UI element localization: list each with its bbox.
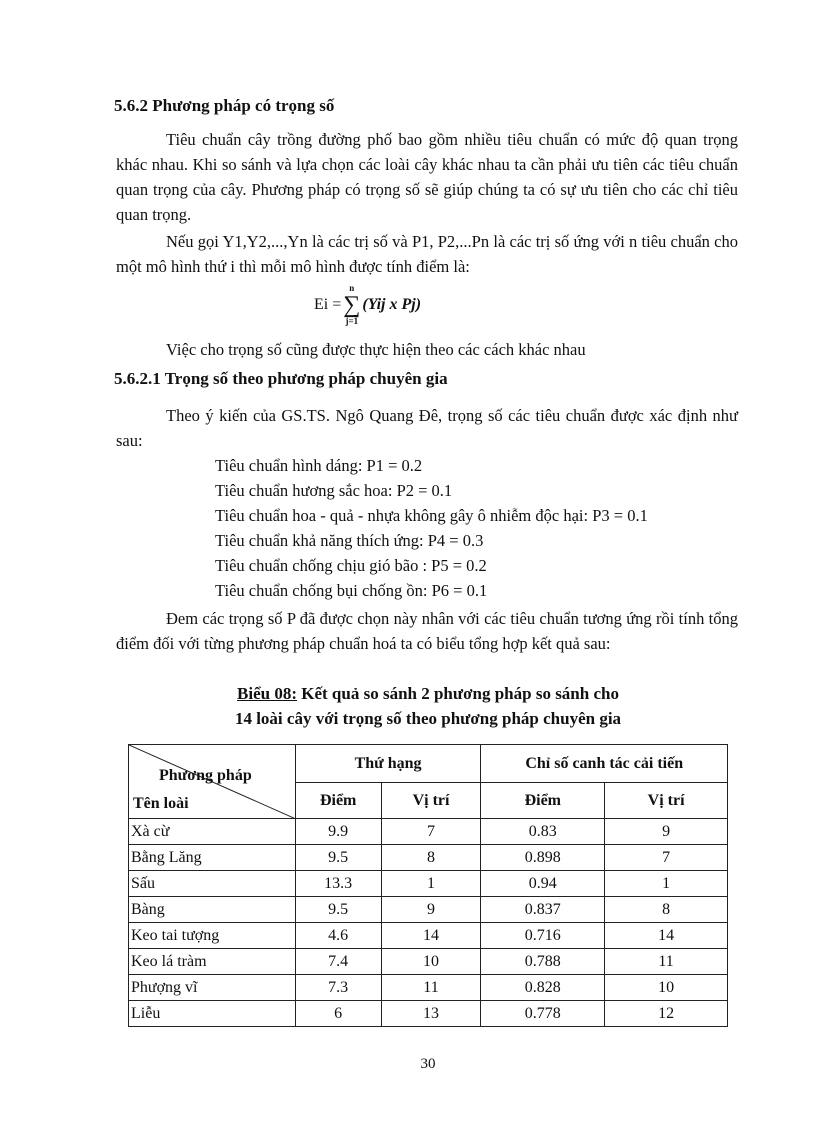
sigma-symbol: n ∑ j=1 (343, 283, 361, 326)
index-position: 14 (605, 923, 728, 949)
rank-score: 6 (295, 1001, 381, 1027)
table-caption-line-1: Biểu 08: Kết quả so sánh 2 phương pháp so sánh cho (237, 684, 619, 703)
table-caption-label: Biểu 08: (237, 684, 297, 703)
index-position: 12 (605, 1001, 728, 1027)
table-row (129, 1001, 728, 1027)
rank-position: 13 (381, 1001, 481, 1027)
corner-method-label: Phương pháp (159, 767, 252, 784)
column-group-rank: Thứ hạng (295, 745, 481, 783)
index-score: 0.837 (481, 897, 605, 923)
index-position: 10 (605, 975, 728, 1001)
sum-upper-limit: n (349, 283, 355, 293)
table-row (129, 819, 728, 845)
paragraph-expert-opinion: Theo ý kiến của GS.TS. Ngô Quang Đê, trọng số các tiêu chuẩn được xác định như sau: (116, 406, 738, 450)
rank-score: 9.9 (295, 819, 381, 845)
index-position: 8 (605, 897, 728, 923)
rank-score: 9.5 (295, 897, 381, 923)
column-header-score: Điểm (295, 783, 381, 819)
index-position: 11 (605, 949, 728, 975)
species-name: Xà cừ (129, 819, 296, 845)
table-caption-line-2: 14 loài cây với trọng số theo phương pháp chuyên gia (234, 709, 622, 728)
table-row (129, 897, 728, 923)
index-position: 1 (605, 871, 728, 897)
index-score: 0.716 (481, 923, 605, 949)
species-name: Bàng (129, 897, 296, 923)
column-header-position: Vị trí (381, 783, 481, 819)
criterion-item: Tiêu chuẩn chống bụi chống ồn: P6 = 0.1 (215, 581, 488, 600)
rank-position: 1 (381, 871, 481, 897)
rank-score: 4.6 (295, 923, 381, 949)
criterion-item: Tiêu chuẩn khả năng thích ứng: P4 = 0.3 (215, 531, 484, 550)
species-name: Keo tai tượng (129, 923, 296, 949)
index-position: 7 (605, 845, 728, 871)
page-number: 30 (420, 1056, 436, 1072)
index-score: 0.898 (481, 845, 605, 871)
paragraph-definition: Nếu gọi Y1,Y2,...,Yn là các trị số và P1, P2,...Pn là các trị số ứng với n tiêu chuẩn cho một mô hình thứ i thì mỗi mô hình được tính điểm là: (116, 232, 738, 276)
rank-position: 10 (381, 949, 481, 975)
formula-lhs: Ei = (314, 296, 342, 313)
criterion-item: Tiêu chuẩn hương sắc hoa: P2 = 0.1 (215, 481, 453, 500)
corner-species-label: Tên loài (133, 795, 189, 812)
column-group-improved-index: Chỉ số canh tác cải tiến (481, 745, 728, 783)
rank-position: 7 (381, 819, 481, 845)
formula-body: (Yij x Pj) (362, 296, 422, 313)
table-row (129, 949, 728, 975)
table-row (129, 871, 728, 897)
rank-position: 11 (381, 975, 481, 1001)
criterion-item: Tiêu chuẩn chống chịu gió bão : P5 = 0.2 (215, 556, 487, 575)
section-heading-5-6-2-1: 5.6.2.1 Trọng số theo phương pháp chuyên gia (114, 369, 448, 388)
rank-score: 7.3 (295, 975, 381, 1001)
species-name: Keo lá tràm (129, 949, 296, 975)
criterion-item: Tiêu chuẩn hình dáng: P1 = 0.2 (215, 456, 423, 475)
score-formula (314, 284, 421, 326)
index-score: 0.94 (481, 871, 605, 897)
index-score: 0.778 (481, 1001, 605, 1027)
paragraph-summary: Đem các trọng số P đã được chọn này nhân với các tiêu chuẩn tương ứng rồi tính tổng điểm đối với từng phương pháp chuẩn hoá ta có biểu tổng hợp kết quả sau: (116, 609, 738, 653)
sum-lower-limit: j=1 (345, 316, 359, 326)
index-score: 0.83 (481, 819, 605, 845)
species-name: Liễu (129, 1001, 296, 1027)
species-name: Bằng Lăng (129, 845, 296, 871)
comparison-table (128, 744, 728, 1027)
criterion-item: Tiêu chuẩn hoa - quả - nhựa không gây ô nhiễm độc hại: P3 = 0.1 (215, 506, 648, 525)
index-score: 0.828 (481, 975, 605, 1001)
rank-position: 8 (381, 845, 481, 871)
rank-score: 7.4 (295, 949, 381, 975)
table-row (129, 975, 728, 1001)
table-row (129, 923, 728, 949)
species-name: Sấu (129, 871, 296, 897)
section-heading-5-6-2: 5.6.2 Phương pháp có trọng số (114, 96, 335, 115)
table-corner-header (129, 745, 296, 819)
paragraph-intro: Tiêu chuẩn cây trồng đường phố bao gồm nhiều tiêu chuẩn có mức độ quan trọng khác nhau. Khi so sánh và lựa chọn các loài cây khác nhau ta cần phải ưu tiên các tiêu chuẩn quan trọng của cây. Phương pháp có trọng số sẽ giúp chúng ta có sự ưu tiên cho các chỉ tiêu quan trọng. (116, 130, 738, 224)
rank-score: 9.5 (295, 845, 381, 871)
paragraph-weights-note: Việc cho trọng số cũng được thực hiện theo các cách khác nhau (166, 340, 586, 359)
column-header-position: Vị trí (605, 783, 728, 819)
rank-position: 9 (381, 897, 481, 923)
species-name: Phượng vĩ (129, 975, 296, 1001)
index-position: 9 (605, 819, 728, 845)
rank-position: 14 (381, 923, 481, 949)
table-row (129, 845, 728, 871)
index-score: 0.788 (481, 949, 605, 975)
column-header-score: Điểm (481, 783, 605, 819)
rank-score: 13.3 (295, 871, 381, 897)
